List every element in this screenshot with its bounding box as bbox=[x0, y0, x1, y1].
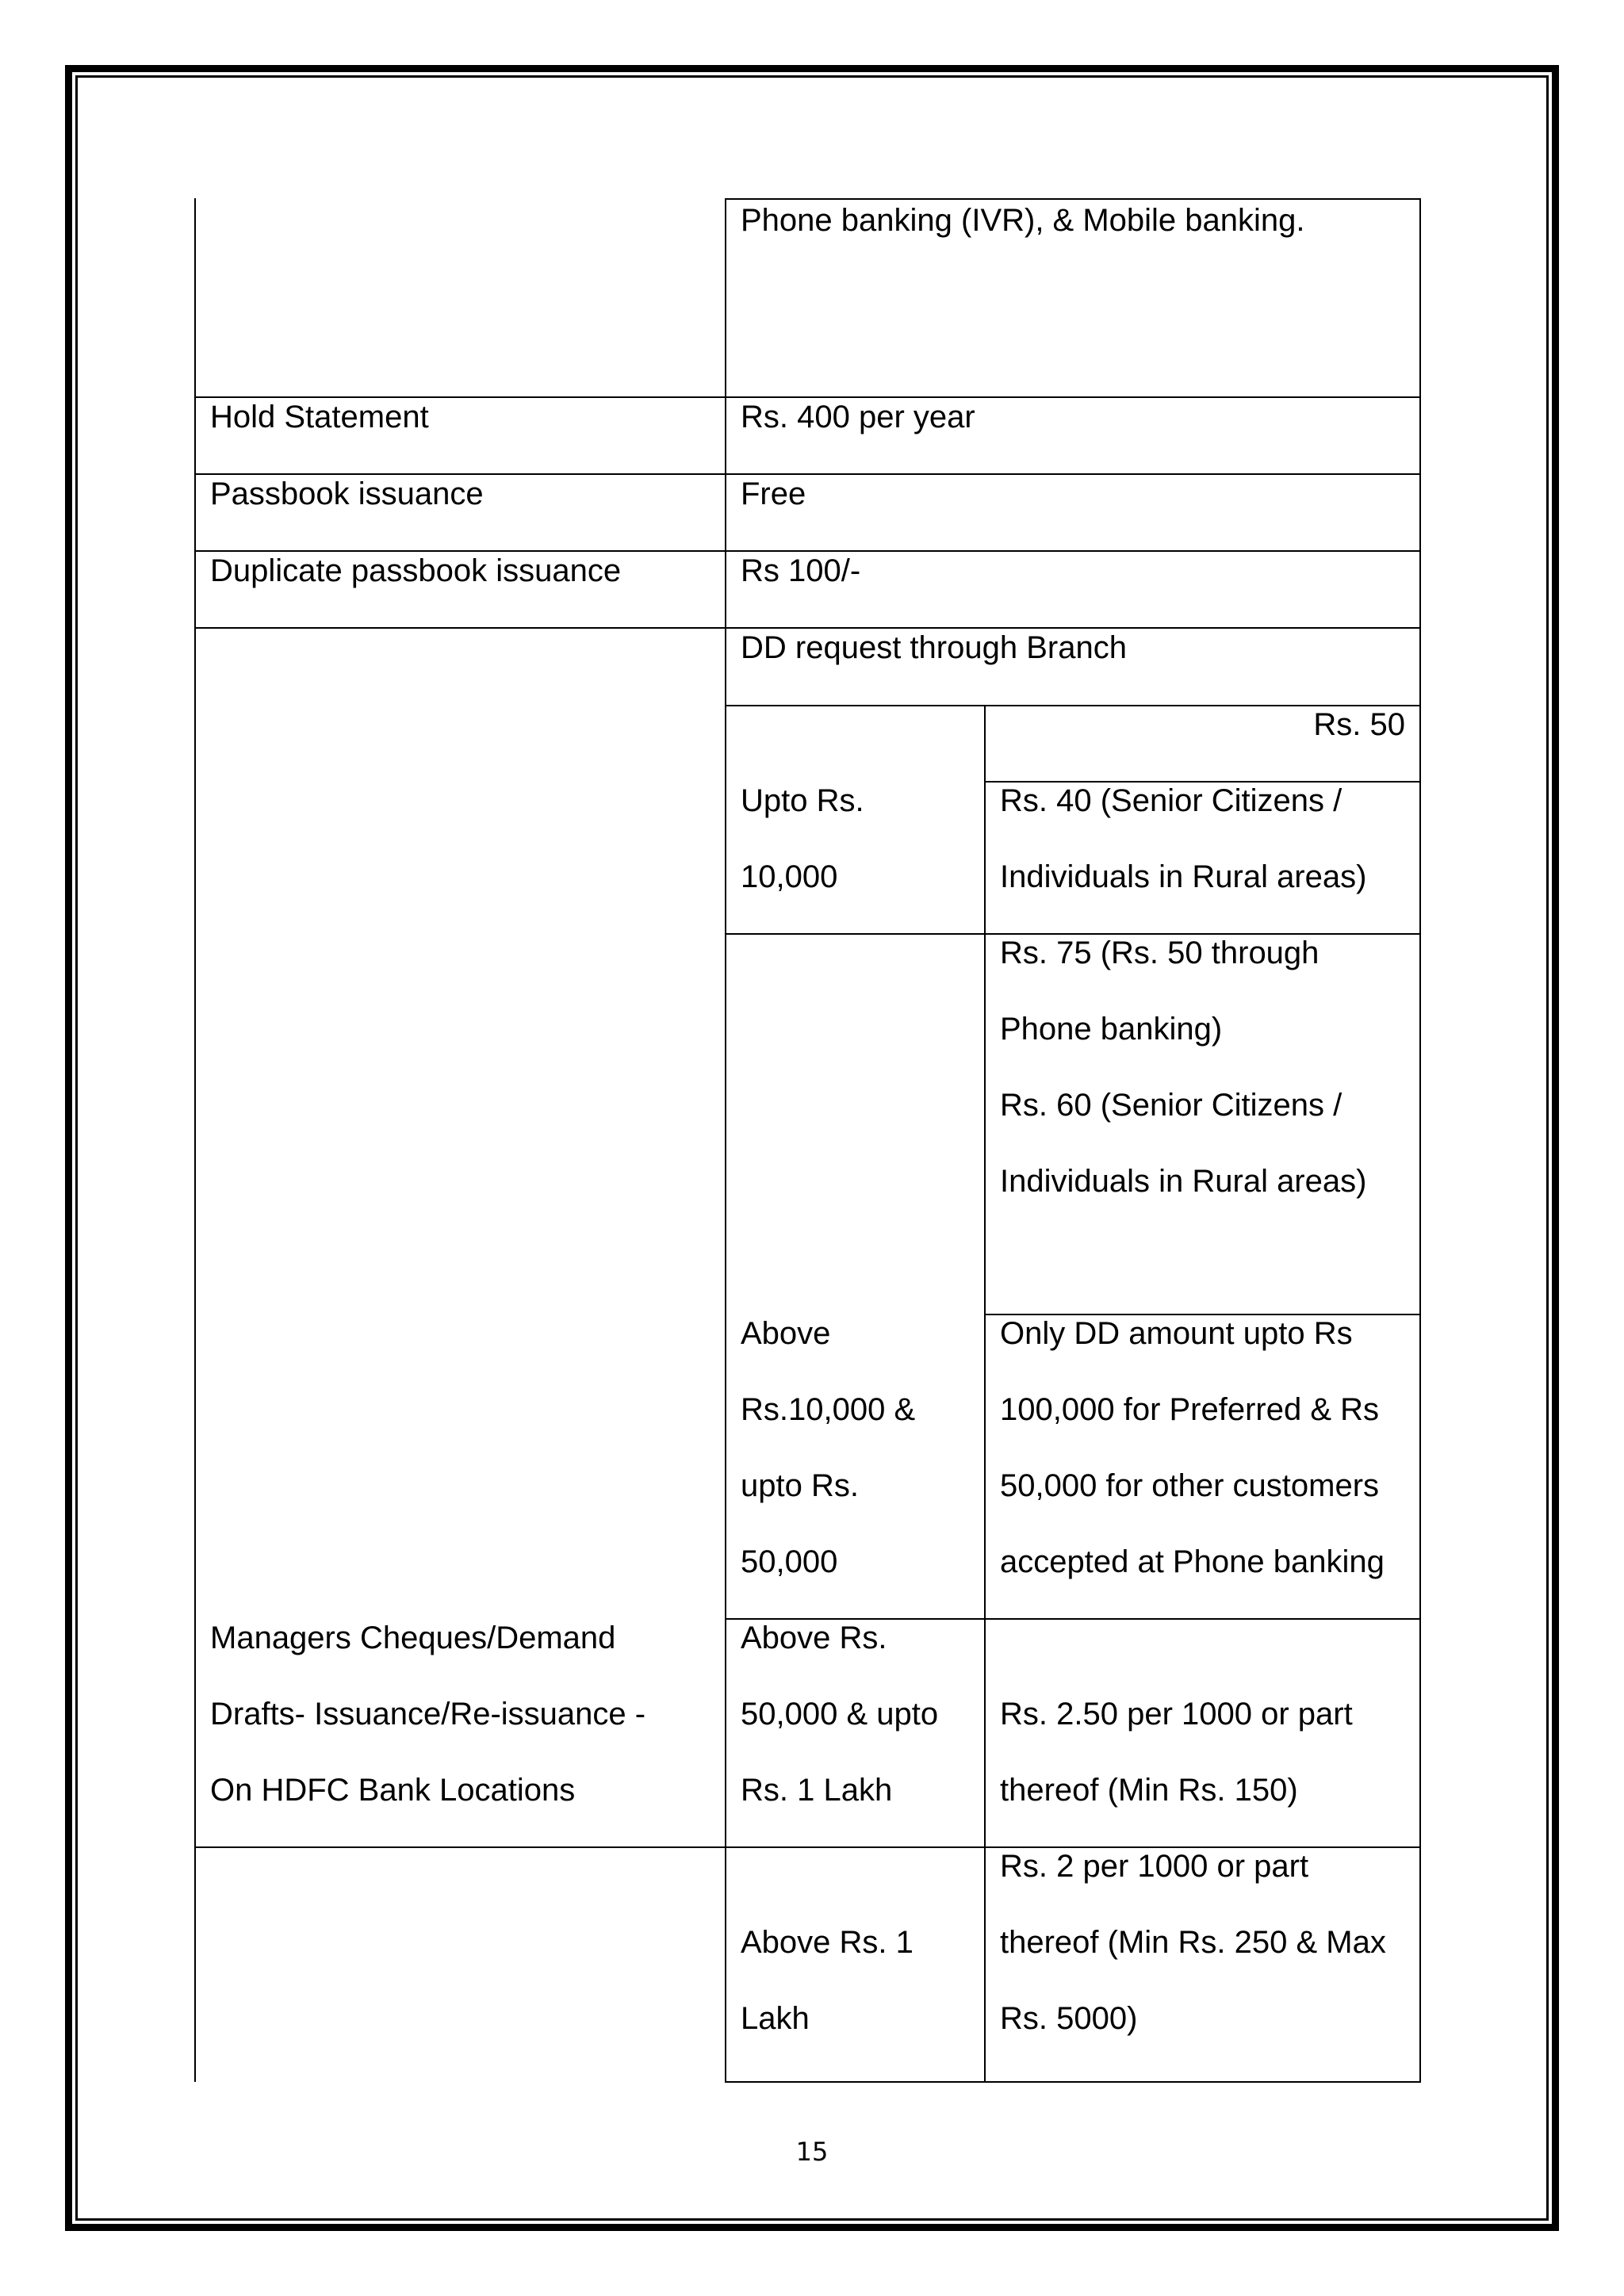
charge-text: Rs. 5000) bbox=[1000, 2001, 1138, 2036]
slab-range-text: 10,000 bbox=[741, 859, 838, 894]
table-left-rule bbox=[194, 198, 196, 2082]
slab-range-text: Rs.10,000 & bbox=[741, 1392, 916, 1427]
slab-range-text: Above bbox=[741, 1316, 831, 1351]
service-value-text: Rs 100/- bbox=[741, 553, 861, 588]
service-value-text: Free bbox=[741, 476, 806, 511]
page-number: 15 bbox=[795, 2137, 829, 2167]
table-col-divider-2 bbox=[984, 706, 986, 2082]
charge-text: Only DD amount upto Rs bbox=[1000, 1316, 1353, 1351]
charge-text: Rs. 2.50 per 1000 or part bbox=[1000, 1697, 1353, 1732]
dd-section-label-text: Managers Cheques/Demand bbox=[210, 1621, 616, 1655]
slab-range-text: Lakh bbox=[741, 2001, 810, 2036]
charge-text: Rs. 40 (Senior Citizens / bbox=[1000, 783, 1342, 818]
slab-range-text: Upto Rs. bbox=[741, 783, 864, 818]
charge-text: Rs. 75 (Rs. 50 through bbox=[1000, 936, 1320, 970]
charge-text: Rs. 50 bbox=[1313, 707, 1405, 742]
service-label-text: Passbook issuance bbox=[210, 476, 484, 511]
dd-section-header: DD request through Branch bbox=[741, 630, 1127, 665]
slab-range-text: 50,000 bbox=[741, 1544, 838, 1579]
service-label-text: Hold Statement bbox=[210, 400, 429, 434]
dd-section-label-text: Drafts- Issuance/Re-issuance - bbox=[210, 1697, 646, 1732]
slab-range-text: Above Rs. bbox=[741, 1621, 887, 1655]
charge-text: Individuals in Rural areas) bbox=[1000, 859, 1367, 894]
service-value-text: Rs. 400 per year bbox=[741, 400, 975, 434]
charge-text: Individuals in Rural areas) bbox=[1000, 1164, 1367, 1199]
table-bottom-rule bbox=[725, 2081, 1421, 2083]
service-value-text: Phone banking (IVR), & Mobile banking. bbox=[741, 203, 1305, 238]
charge-text: Phone banking) bbox=[1000, 1012, 1223, 1047]
charge-text: thereof (Min Rs. 250 & Max bbox=[1000, 1925, 1386, 1960]
slab-range-text: 50,000 & upto bbox=[741, 1697, 939, 1732]
table-right-rule bbox=[1419, 198, 1421, 2082]
charge-text: 50,000 for other customers bbox=[1000, 1468, 1380, 1503]
charge-text: 100,000 for Preferred & Rs bbox=[1000, 1392, 1380, 1427]
table-col-divider-1 bbox=[725, 198, 726, 2082]
slab-range-text: Above Rs. 1 bbox=[741, 1925, 914, 1960]
charge-text: Rs. 60 (Senior Citizens / bbox=[1000, 1088, 1342, 1123]
charge-text: accepted at Phone banking bbox=[1000, 1544, 1385, 1579]
dd-section-label-text: On HDFC Bank Locations bbox=[210, 1773, 576, 1808]
charge-text: Rs. 2 per 1000 or part bbox=[1000, 1849, 1309, 1884]
slab-range-text: upto Rs. bbox=[741, 1468, 859, 1503]
service-label-text: Duplicate passbook issuance bbox=[210, 553, 622, 588]
slab-range-text: Rs. 1 Lakh bbox=[741, 1773, 893, 1808]
charge-text: thereof (Min Rs. 150) bbox=[1000, 1773, 1298, 1808]
